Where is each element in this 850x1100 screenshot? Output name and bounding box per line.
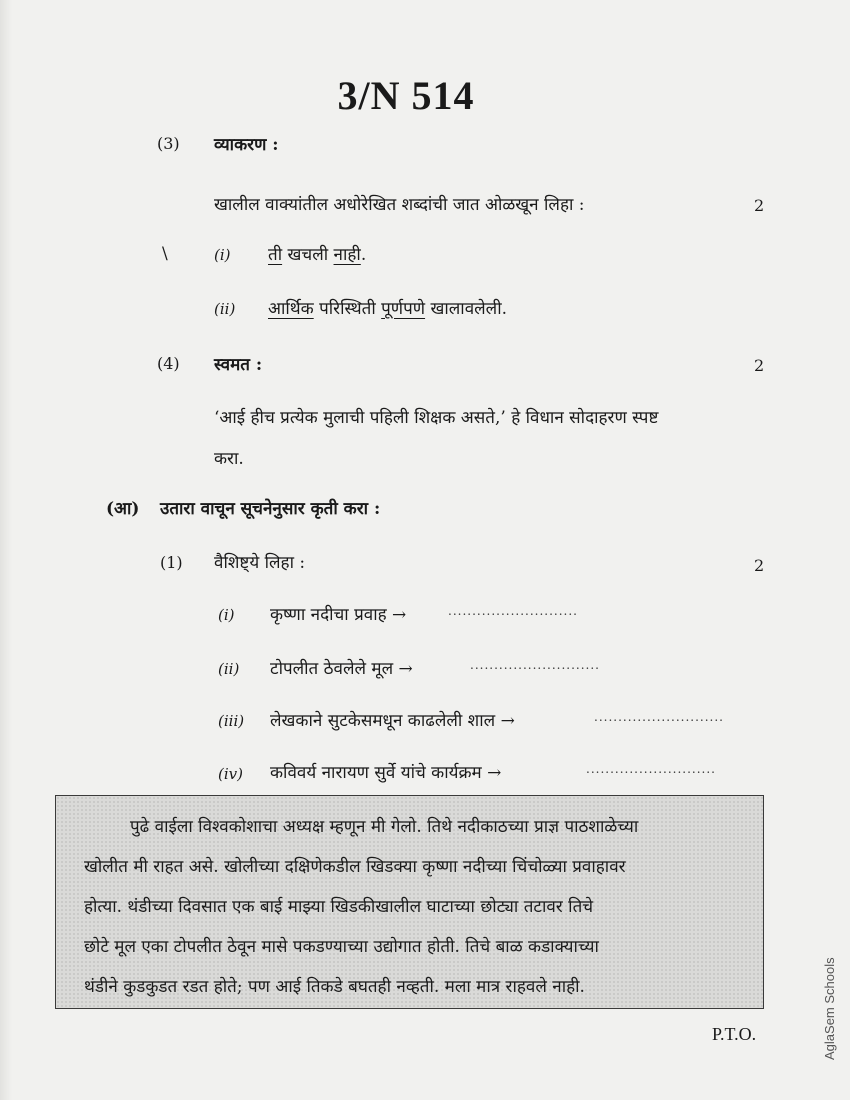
- q3-item-sentence: [268, 242, 366, 265]
- q3-instruction: खालील वाक्यांतील अधोरेखित शब्दांची जात ओळखून लिहा :: [214, 195, 585, 215]
- answer-blank: ...........................: [594, 710, 724, 724]
- q1-marks: 2: [754, 556, 765, 575]
- sentence-part: खचली: [282, 245, 334, 265]
- q1-item-text: लेखकाने सुटकेसमधून काढलेली शाल →: [270, 711, 515, 731]
- passage-line: छोटे मूल एका टोपलीत ठेवून मासे पकडण्याच्या उद्योगात होती. तिचे बाळ कडाक्याच्या: [84, 937, 599, 957]
- pto-label: P.T.O.: [712, 1024, 757, 1044]
- q3-item-number: (ii): [214, 300, 236, 318]
- passage-line: खोलीत मी राहत असे. खोलीच्या दक्षिणेकडील खिडक्या कृष्णा नदीच्या चिंचोळ्या प्रवाहावर: [84, 857, 626, 877]
- q4-heading: स्वमत :: [214, 355, 263, 375]
- q4-text-line1: ‘आई हीच प्रत्येक मुलाची पहिली शिक्षक असते,’ हे विधान सोदाहरण स्पष्ट: [214, 408, 659, 428]
- passage-line: होत्या. थंडीच्या दिवसात एक बाई माझ्या खिडकीखालील घाटाच्या छोट्या तटावर तिचे: [84, 897, 594, 917]
- underlined-word: पूर्णपणे: [381, 299, 426, 319]
- q1-item-text: टोपलीत ठेवलेले मूल →: [270, 659, 413, 679]
- q3-marks: 2: [754, 196, 765, 215]
- q3-heading: व्याकरण :: [214, 135, 279, 155]
- answer-blank: ...........................: [470, 658, 600, 672]
- sentence-part: खालावलेली.: [425, 299, 508, 319]
- q4-marks: 2: [754, 356, 765, 375]
- q4-text-line2: करा.: [214, 449, 244, 469]
- sentence-part: .: [360, 245, 367, 265]
- q1-item-number: (iv): [218, 765, 243, 783]
- q1-item-number: (i): [218, 606, 235, 624]
- page-edge: [0, 0, 12, 1100]
- q1-item-number: (ii): [218, 660, 240, 678]
- paper-code: 3/N 514: [337, 73, 475, 118]
- section-label: (आ): [106, 499, 140, 519]
- section-heading: उतारा वाचून सूचनेनुसार कृती करा :: [160, 499, 381, 519]
- underlined-word: नाही: [333, 245, 361, 265]
- sentence-part: परिस्थिती: [313, 299, 382, 319]
- watermark: AglaSem Schools: [822, 957, 837, 1060]
- q3-item-sentence: [268, 296, 507, 319]
- q4-number: (4): [157, 354, 180, 373]
- answer-blank: ...........................: [586, 762, 716, 776]
- q1-number: (1): [160, 553, 183, 572]
- answer-blank: ...........................: [448, 604, 578, 618]
- passage-line: पुढे वाईला विश्वकोशाचा अध्यक्ष म्हणून मी गेलो. तिथे नदीकाठच्या प्राज्ञ पाठशाळेच्या: [130, 817, 639, 837]
- q1-item-text: कृष्णा नदीचा प्रवाह →: [270, 605, 407, 625]
- underlined-word: आर्थिक: [268, 299, 314, 319]
- q1-item-number: (iii): [218, 712, 245, 730]
- q3-item-number: (i): [214, 246, 231, 264]
- q1-heading: वैशिष्ट्ये लिहा :: [214, 553, 306, 573]
- stray-mark: \: [162, 244, 168, 264]
- q1-item-text: कविवर्य नारायण सुर्वे यांचे कार्यक्रम →: [270, 763, 502, 783]
- underlined-word: ती: [268, 245, 283, 265]
- passage-box: [55, 795, 764, 1009]
- q3-number: (3): [157, 134, 180, 153]
- passage-line: थंडीने कुडकुडत रडत होते; पण आई तिकडे बघतही नव्हती. मला मात्र राहवले नाही.: [84, 977, 585, 997]
